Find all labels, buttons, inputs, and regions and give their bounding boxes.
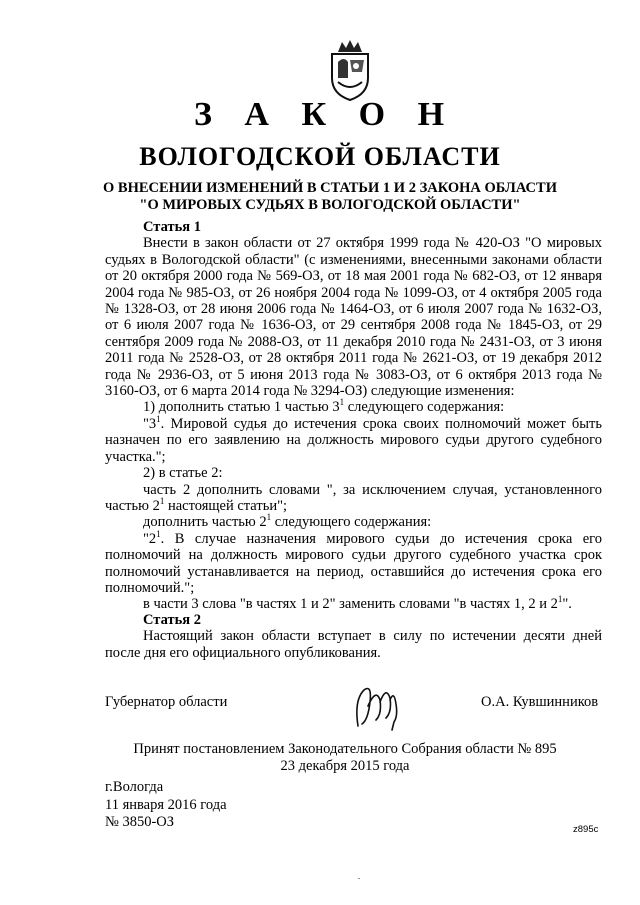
article-1-heading: Статья 1	[143, 219, 201, 235]
region-title: ВОЛОГОДСКОЙ ОБЛАСТИ	[139, 142, 501, 171]
adoption-note	[120, 741, 570, 775]
law-subtitle	[60, 180, 600, 214]
article-1-item-2: 2) в статье 2:	[143, 465, 223, 482]
scan-speck	[358, 878, 360, 879]
subtitle-line-1: О ВНЕСЕНИИ ИЗМЕНЕНИЙ В СТАТЬИ 1 И 2 ЗАКОНА ОБЛАСТИ	[103, 180, 557, 196]
vologda-coat-of-arms-icon	[324, 38, 376, 102]
article-1-quote-1: "$3^1$. Мировой судья до истечения срока своих полномочий может быть назначен по его заявлению на должность мирового судьи другого судебного участка.";	[105, 414, 602, 465]
adoption-line-2: 23 декабря 2015 года	[280, 758, 410, 774]
law-body	[105, 219, 602, 613]
adoption-line-1: Принят постановлением Законодательного Собрания области № 895	[133, 741, 557, 757]
article-1-quote-2: "$2^1$. В случае назначения мирового судьи до истечения срока его полномочий на должность мирового судьи другого судебного участка срок полномочий устанавливается на период, оставшийся до истечения срока его полномочий.";	[105, 528, 602, 596]
issue-details	[105, 779, 227, 832]
article-2	[105, 612, 602, 661]
issue-date: 11 января 2016 года	[105, 796, 227, 813]
article-1-item-1: 1) дополнить статью 1 частью $3^1$ следующего содержания:	[143, 397, 505, 416]
article-2-heading: Статья 2	[143, 612, 201, 628]
document-code: z895c	[573, 824, 599, 835]
article-1-item-2-part-3: в части 3 слова "в частях 1 и 2" заменить словами "в частях 1, 2 и $2^1$".	[143, 594, 572, 613]
signature-icon	[350, 680, 416, 732]
governor-name: О.А. Кувшинников	[481, 694, 599, 710]
article-1-item-2-addition: дополнить частью $2^1$ следующего содержания:	[143, 512, 432, 531]
article-1-item-2-part-2: часть 2 дополнить словами ", за исключением случая, установленного частью $2^1$ настоящей статьи";	[105, 481, 602, 514]
article-2-text: Настоящий закон области вступает в силу по истечении десяти дней после дня его официального опубликования.	[105, 628, 602, 661]
governor-position: Губернатор области	[105, 694, 228, 710]
subtitle-line-2: "О МИРОВЫХ СУДЬЯХ В ВОЛОГОДСКОЙ ОБЛАСТИ"	[139, 197, 521, 213]
law-number: № 3850-ОЗ	[105, 814, 175, 830]
law-title: З А К О Н	[193, 96, 457, 133]
article-1-intro: Внести в закон области от 27 октября 1999 года № 420-ОЗ "О мировых судьях в Вологодской области" (с изменениями, внесенными законами области от 20 октября 2000 года № 569-ОЗ, от 18 мая 2001 года № 682-ОЗ, от 12 января 2004 года № 985-ОЗ, от 26 ноября 2004 года № 1099-ОЗ, от 4 октября 2005 года № 1328-ОЗ, от 28 июня 2006 года № 1464-ОЗ, от 6 июля 2007 года № 1632-ОЗ, от 6 июля 2007 года № 1636-ОЗ, от 29 сентября 2008 года № 1845-ОЗ, от 29 сентября 2009 года № 2088-ОЗ, от 11 декабря 2010 года № 2431-ОЗ, от 3 июня 2011 года № 2528-ОЗ, от 28 октября 2011 года № 2621-ОЗ, от 19 декабря 2012 года № 2936-ОЗ, от 5 июня 2013 года № 3083-ОЗ, от 6 октября 2013 года № 3160-ОЗ, от 6 марта 2014 года № 3294-ОЗ) следующие изменения:	[105, 235, 602, 400]
issue-city: г.Вологда	[105, 779, 164, 795]
